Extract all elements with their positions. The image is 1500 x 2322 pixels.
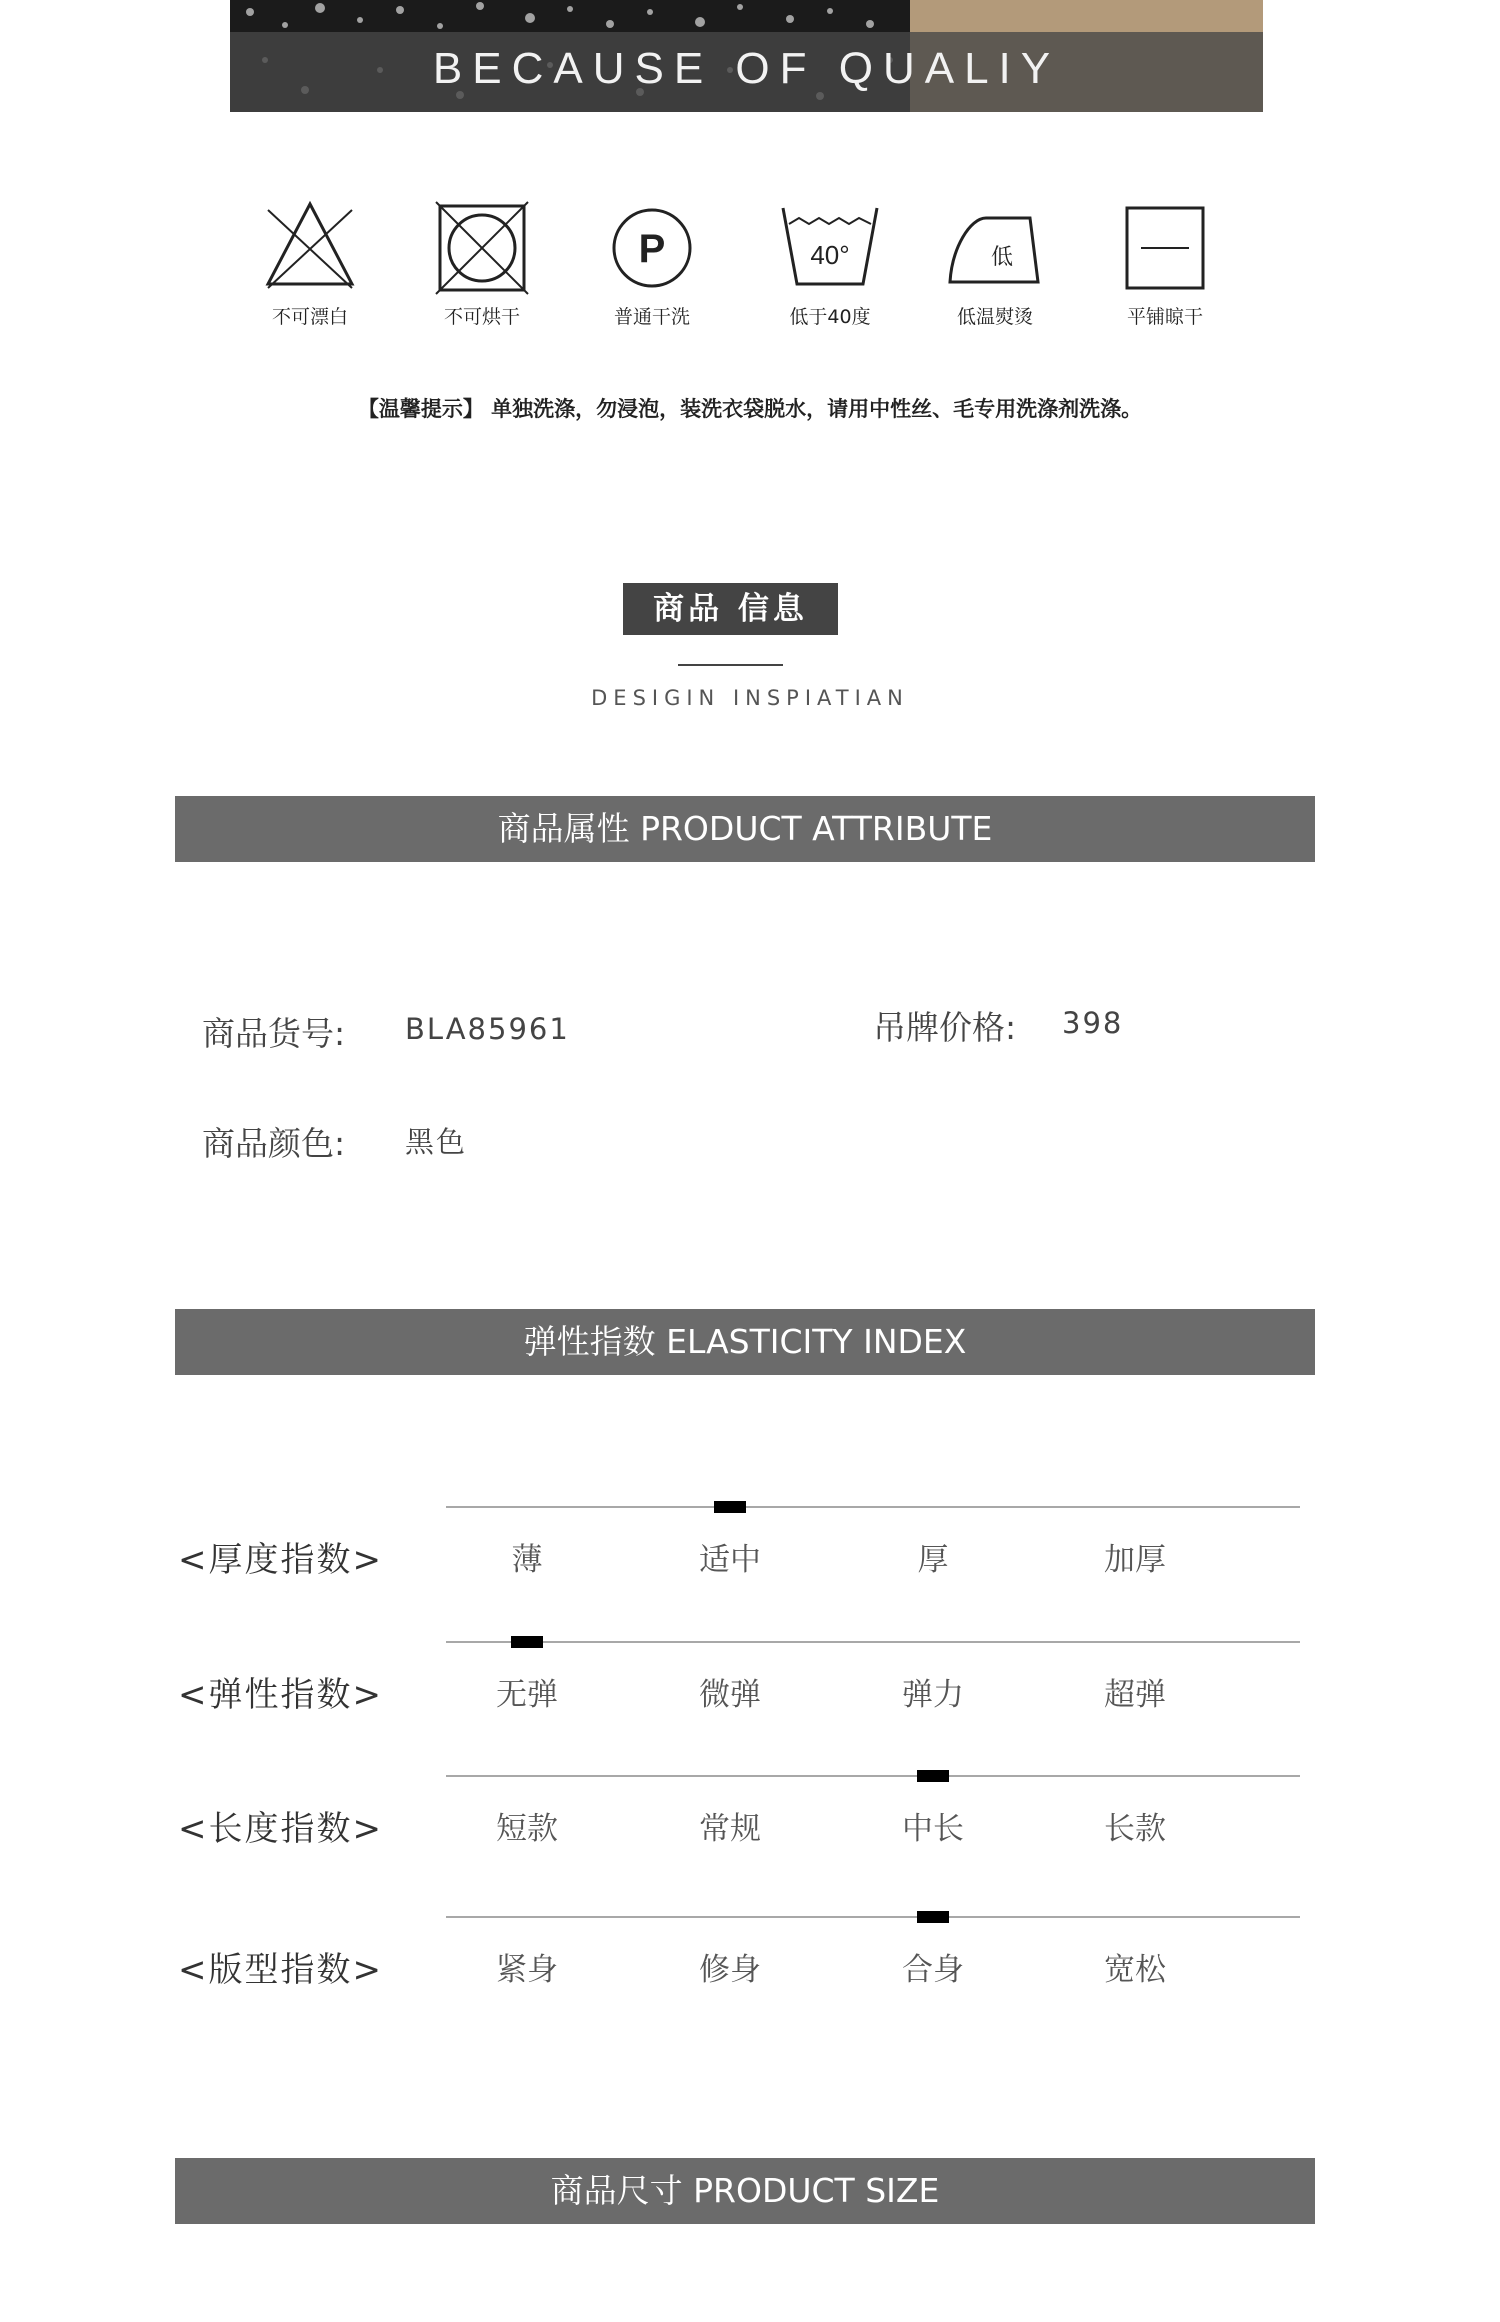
- index-scale-line: [446, 1641, 1300, 1643]
- index-option: 紧身: [496, 1952, 558, 1988]
- index-selected-marker: [917, 1770, 949, 1782]
- index-option: 常规: [699, 1811, 761, 1847]
- color-value: 黑色: [405, 1125, 468, 1159]
- index-scale-line: [446, 1506, 1300, 1508]
- index-scale-line: [446, 1916, 1300, 1918]
- sku-label: 商品货号:: [202, 1014, 346, 1053]
- sku-value: BLA85961: [405, 1012, 570, 1046]
- product-info-title: 商品 信息: [623, 583, 838, 635]
- wash-40-icon: [775, 196, 885, 296]
- index-row: [0, 1763, 1500, 1903]
- care-item-no-tumble-dry: [412, 196, 552, 329]
- index-option: 无弹: [496, 1677, 558, 1713]
- index-option: 适中: [699, 1542, 761, 1578]
- index-row-name: <版型指数>: [178, 1950, 383, 1990]
- care-label: 平铺晾干: [1126, 306, 1203, 328]
- index-option: 薄: [511, 1542, 543, 1578]
- index-option: 弹力: [902, 1677, 964, 1713]
- care-label: 不可漂白: [271, 306, 348, 328]
- care-item-iron-low: [925, 196, 1065, 329]
- index-option: 修身: [699, 1952, 761, 1988]
- index-row: [0, 1629, 1500, 1769]
- care-item-wash-40: [760, 196, 900, 329]
- index-row-name: <厚度指数>: [178, 1540, 383, 1580]
- dry-clean-p-icon: [602, 196, 702, 296]
- index-row-name: <长度指数>: [178, 1809, 383, 1849]
- section-header-attribute: 商品属性 PRODUCT ATTRIBUTE: [175, 796, 1315, 862]
- index-option: 短款: [496, 1811, 558, 1847]
- index-option: 微弹: [699, 1677, 761, 1713]
- hero-banner: [230, 0, 1263, 112]
- index-selected-marker: [714, 1501, 746, 1513]
- svg-text:P: P: [638, 227, 666, 271]
- iron-level-text: 低: [990, 245, 1014, 270]
- care-instructions: [0, 196, 1500, 346]
- care-label: 普通干洗: [613, 306, 690, 328]
- index-option: 厚: [917, 1542, 949, 1578]
- care-label: 低温熨烫: [956, 306, 1033, 328]
- care-tip: 【温馨提示】 单独洗涤，勿浸泡，装洗衣袋脱水，请用中性丝、毛专用洗涤剂洗涤。: [357, 397, 1143, 421]
- index-option: 加厚: [1104, 1542, 1166, 1578]
- index-selected-marker: [917, 1911, 949, 1923]
- price-label: 吊牌价格:: [873, 1008, 1017, 1047]
- care-label: 不可烘干: [443, 306, 520, 328]
- index-option: 合身: [902, 1952, 964, 1988]
- wash-temp-text: 40°: [810, 240, 850, 270]
- product-info-subtitle: DESIGIN INSPIATIAN: [591, 686, 909, 710]
- index-row: [0, 1494, 1500, 1634]
- index-selected-marker: [511, 1636, 543, 1648]
- section-header-elasticity: 弹性指数 ELASTICITY INDEX: [175, 1309, 1315, 1375]
- index-option: 超弹: [1104, 1677, 1166, 1713]
- no-bleach-icon: [260, 196, 360, 296]
- index-scale-line: [446, 1775, 1300, 1777]
- dry-flat-icon: [1115, 196, 1215, 296]
- iron-low-icon: [940, 196, 1050, 296]
- index-option: 中长: [902, 1811, 964, 1847]
- divider: [678, 664, 783, 666]
- price-value: 398: [1062, 1006, 1124, 1040]
- banner-title: BECAUSE OF QUALIY: [432, 44, 1061, 93]
- section-header-size: 商品尺寸 PRODUCT SIZE: [175, 2158, 1315, 2224]
- care-item-dry-clean: [582, 196, 722, 329]
- index-row: [0, 1904, 1500, 2044]
- care-label: 低于40度: [789, 306, 871, 328]
- care-item-dry-flat: [1095, 196, 1235, 329]
- no-tumble-dry-icon: [432, 196, 532, 296]
- care-item-no-bleach: [240, 196, 380, 329]
- index-option: 长款: [1104, 1811, 1166, 1847]
- index-option: 宽松: [1104, 1952, 1166, 1988]
- color-label: 商品颜色:: [202, 1124, 346, 1163]
- index-row-name: <弹性指数>: [178, 1675, 383, 1715]
